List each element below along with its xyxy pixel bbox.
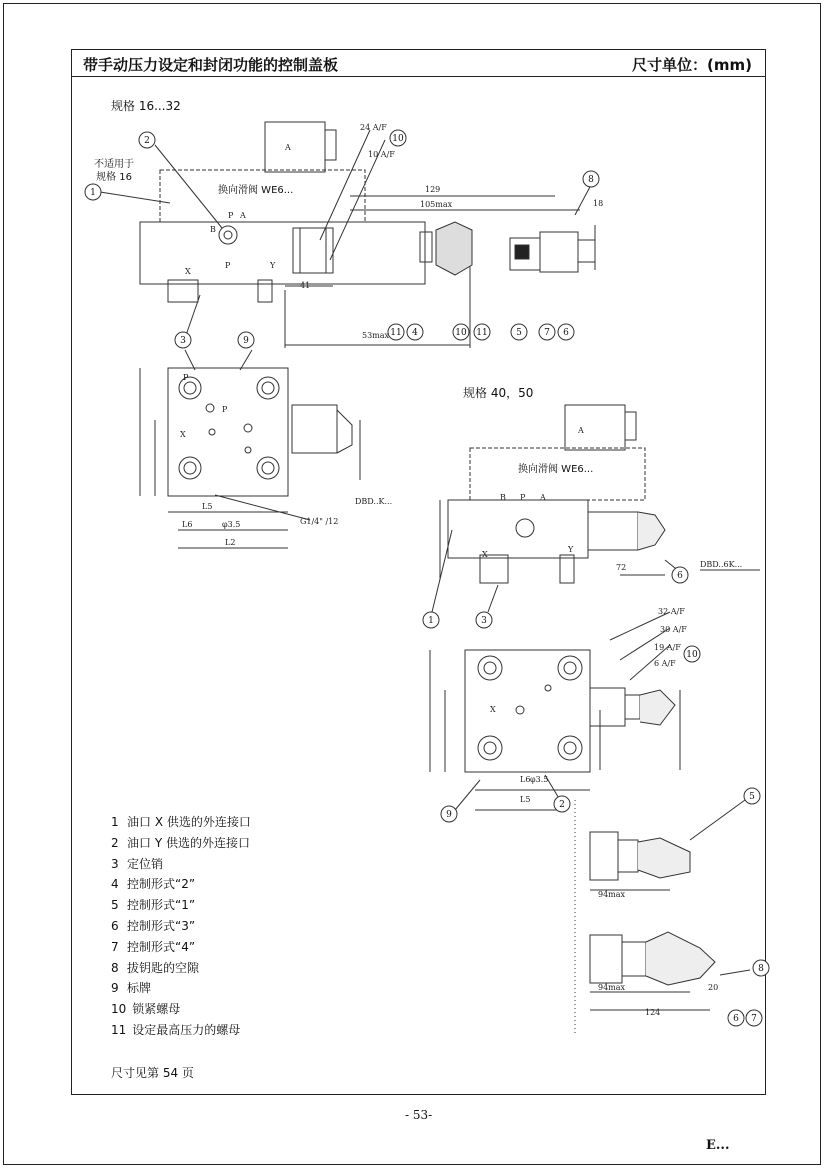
- svg-text:41: 41: [300, 281, 311, 290]
- svg-text:P: P: [225, 261, 231, 270]
- spec-size-40-50: 规格 40，50: [463, 386, 534, 400]
- legend-text: 控制形式“3”: [127, 918, 196, 933]
- svg-text:94max: 94max: [598, 890, 626, 899]
- svg-text:A: A: [540, 493, 546, 502]
- svg-text:10: 10: [392, 134, 404, 144]
- legend-number: 4: [111, 877, 119, 892]
- svg-text:G1/4" /12: G1/4" /12: [300, 517, 339, 526]
- svg-text:105max: 105max: [420, 200, 453, 209]
- legend-number: 11: [111, 1022, 127, 1037]
- svg-text:2: 2: [144, 136, 150, 146]
- legend-item: [111, 978, 251, 999]
- legend-item: [111, 937, 251, 958]
- svg-text:A: A: [240, 211, 246, 220]
- we6-valve-outline-top: [160, 170, 365, 222]
- legend-item: [111, 999, 251, 1020]
- svg-text:5: 5: [516, 328, 522, 338]
- svg-text:2: 2: [559, 800, 565, 810]
- svg-text:P: P: [520, 493, 526, 502]
- svg-text:32 A/F: 32 A/F: [658, 607, 685, 616]
- svg-text:L6: L6: [520, 775, 531, 784]
- svg-text:DBD..K...: DBD..K...: [355, 497, 393, 506]
- svg-text:φ3.5: φ3.5: [530, 775, 549, 784]
- note-not-for-size-16: [94, 158, 134, 184]
- page-number: - 53-: [405, 1108, 433, 1122]
- svg-text:4: 4: [412, 328, 418, 338]
- svg-text:10: 10: [455, 328, 467, 338]
- svg-text:3: 3: [180, 336, 186, 346]
- legend-item: [111, 833, 251, 854]
- svg-text:1: 1: [90, 188, 96, 198]
- svg-text:19 A/F: 19 A/F: [654, 643, 681, 652]
- footnote: 尺寸见第 54 页: [111, 1066, 194, 1080]
- svg-text:30 A/F: 30 A/F: [660, 625, 687, 634]
- svg-text:94max: 94max: [598, 983, 626, 992]
- legend-text: 定位销: [127, 856, 164, 871]
- legend-text: 控制形式“1”: [127, 898, 196, 913]
- valve-label-bottom: 换向滑阀 WE6...: [518, 464, 594, 475]
- svg-text:9: 9: [446, 810, 452, 820]
- legend-number: 10: [111, 1002, 127, 1017]
- legend-number: 2: [111, 835, 119, 850]
- svg-text:6: 6: [677, 571, 683, 581]
- svg-text:6 A/F: 6 A/F: [654, 659, 676, 668]
- legend-number: 5: [111, 898, 119, 913]
- legend-list: [111, 812, 251, 1041]
- legend-item: [111, 874, 251, 895]
- legend-item: [111, 958, 251, 979]
- svg-text:L2: L2: [225, 538, 236, 547]
- svg-text:10 A/F: 10 A/F: [368, 150, 395, 159]
- svg-text:6: 6: [563, 328, 569, 338]
- legend-number: 9: [111, 981, 119, 996]
- svg-text:Y: Y: [568, 545, 574, 554]
- svg-text:18: 18: [593, 199, 604, 208]
- svg-text:9: 9: [243, 336, 249, 346]
- solenoid-a-top: [265, 122, 325, 172]
- svg-text:20: 20: [708, 983, 719, 992]
- legend-item: [111, 916, 251, 937]
- svg-text:7: 7: [544, 328, 550, 338]
- legend-text: 油口 Y 供选的外连接口: [127, 835, 250, 850]
- spec-size-16-32: 规格 16...32: [111, 99, 181, 113]
- svg-text:8: 8: [588, 175, 594, 185]
- legend-text: 锁紧螺母: [132, 1002, 181, 1017]
- cover-plan-small: [168, 368, 288, 496]
- legend-item: [111, 812, 251, 833]
- svg-text:φ3.5: φ3.5: [222, 520, 241, 529]
- svg-text:P: P: [222, 405, 228, 414]
- svg-text:X: X: [180, 430, 186, 439]
- cover-body-top: [140, 222, 425, 284]
- svg-text:8: 8: [758, 964, 764, 974]
- legend-number: 1: [111, 815, 119, 829]
- legend-text: 标牌: [127, 981, 152, 996]
- svg-text:A: A: [285, 143, 291, 152]
- svg-text:L6: L6: [182, 520, 193, 529]
- svg-text:24 A/F: 24 A/F: [360, 123, 387, 132]
- svg-text:5: 5: [749, 792, 755, 802]
- svg-text:124: 124: [645, 1008, 661, 1017]
- svg-text:A: A: [578, 426, 584, 435]
- svg-text:L5: L5: [520, 795, 531, 804]
- svg-text:X: X: [490, 705, 496, 714]
- page-title: 带手动压力设定和封闭功能的控制盖板: [83, 56, 339, 74]
- legend-text: 控制形式“2”: [127, 877, 196, 892]
- units-label: 尺寸单位：(mm): [632, 56, 752, 74]
- valve-label-top: 换向滑阀 WE6...: [218, 185, 294, 196]
- svg-text:72: 72: [616, 563, 627, 572]
- legend-item: [111, 854, 251, 875]
- legend-item: [111, 1020, 251, 1041]
- svg-text:10: 10: [686, 650, 698, 660]
- svg-text:Y: Y: [270, 261, 276, 270]
- svg-text:L5: L5: [202, 502, 213, 511]
- legend-item: [111, 895, 251, 916]
- legend-text: 油口 X 供选的外连接口: [127, 815, 251, 829]
- legend-text: 控制形式“4”: [127, 939, 196, 954]
- svg-text:DBD..6K...: DBD..6K...: [700, 560, 743, 569]
- note-line: 不适用于 规格 16: [94, 159, 134, 183]
- brand-logo: E...: [706, 1138, 730, 1153]
- legend-text: 设定最高压力的螺母: [132, 1022, 241, 1037]
- svg-text:B: B: [500, 493, 506, 502]
- legend-number: 6: [111, 918, 119, 933]
- legend-number: 8: [111, 960, 119, 975]
- svg-text:X: X: [185, 267, 191, 276]
- legend-number: 7: [111, 939, 119, 954]
- svg-text:P: P: [228, 211, 234, 220]
- legend-text: 拔钥匙的空隙: [127, 960, 200, 975]
- svg-text:3: 3: [481, 616, 487, 626]
- svg-text:X: X: [482, 550, 488, 559]
- svg-text:1: 1: [428, 616, 434, 626]
- svg-text:129: 129: [425, 185, 441, 194]
- legend-number: 3: [111, 856, 119, 871]
- svg-text:P: P: [183, 373, 189, 382]
- svg-text:11: 11: [390, 328, 402, 338]
- svg-text:7: 7: [751, 1014, 757, 1024]
- svg-text:B: B: [210, 225, 216, 234]
- svg-text:6: 6: [733, 1014, 739, 1024]
- svg-text:53max: 53max: [362, 331, 390, 340]
- svg-text:11: 11: [476, 328, 488, 338]
